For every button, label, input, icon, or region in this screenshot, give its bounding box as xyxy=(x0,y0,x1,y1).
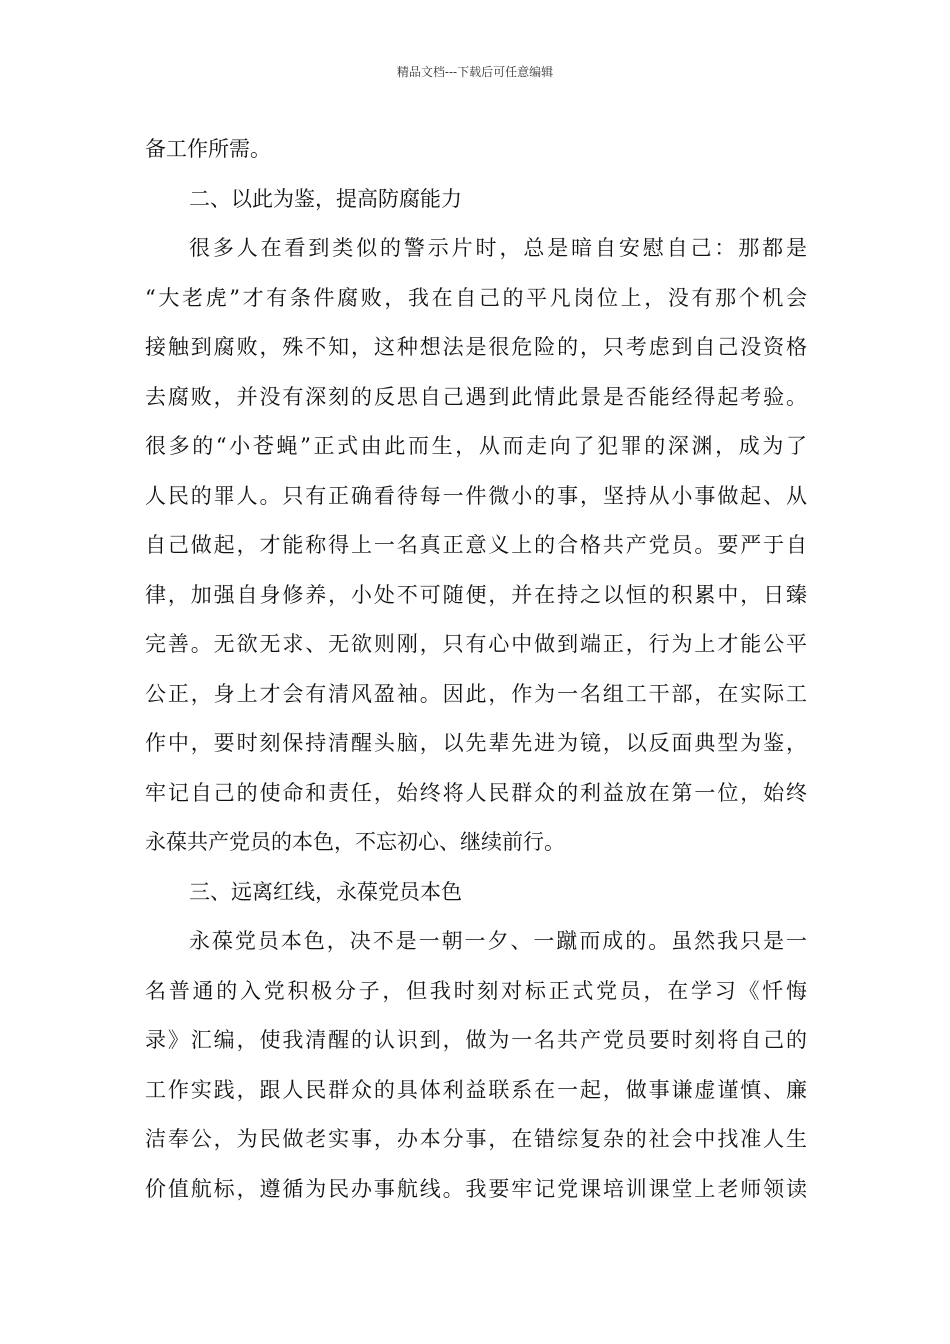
paragraph-line: 洁奉公，为民做老实事，办本分事，在错综复杂的社会中找准人生 xyxy=(145,1127,807,1151)
paragraph-line: 作中，要时刻保持清醒头脑，以先辈先进为镜，以反面典型为鉴， xyxy=(145,731,807,755)
paragraph-line: 接触到腐败，殊不知，这种想法是很危险的，只考虑到自己没资格 xyxy=(145,335,807,359)
page-header: 精品文档---下载后可任意编辑 xyxy=(396,65,554,79)
paragraph-line: 人民的罪人。只有正确看待每一件微小的事，坚持从小事做起、从 xyxy=(145,483,807,508)
paragraph-line: 自己做起，才能称得上一名真正意义上的合格共产党员。要严于自 xyxy=(145,533,807,557)
section-heading: 二、以此为鉴，提高防腐能力 xyxy=(189,186,462,211)
paragraph-line: 永葆共产党员的本色，不忘初心、继续前行。 xyxy=(145,830,565,854)
section-heading: 三、远离红线，永葆党员本色 xyxy=(189,879,462,904)
paragraph-line: 完善。无欲无求、无欲则刚，只有心中做到端正，行为上才能公平 xyxy=(145,632,807,656)
paragraph-line: 去腐败，并没有深刻的反思自己遇到此情此景是否能经得起考验。 xyxy=(145,384,807,409)
paragraph-line: 很多的“小苍蝇”正式由此而生，从而走向了犯罪的深渊，成为了 xyxy=(145,434,807,458)
paragraph-line: 备工作所需。 xyxy=(145,137,271,161)
paragraph-line: 录》汇编，使我清醒的认识到，做为一名共产党员要时刻将自己的 xyxy=(145,1028,807,1052)
document-body xyxy=(145,131,807,1220)
paragraph-line: 很多人在看到类似的警示片时，总是暗自安慰自己：那都是 xyxy=(189,236,807,260)
paragraph-line: 工作实践，跟人民群众的具体利益联系在一起，做事谦虚谨慎、廉 xyxy=(145,1077,807,1102)
paragraph-line: 律，加强自身修养，小处不可随便，并在持之以恒的积累中，日臻 xyxy=(145,582,807,607)
paragraph-line: 牢记自己的使命和责任，始终将人民群众的利益放在第一位，始终 xyxy=(145,780,807,805)
paragraph-line: 价值航标，遵循为民办事航线。我要牢记党课培训课堂上老师领读 xyxy=(145,1176,807,1201)
paragraph-line: 永葆党员本色，决不是一朝一夕、一蹴而成的。虽然我只是一 xyxy=(189,929,807,953)
paragraph-line: 名普通的入党积极分子，但我时刻对标正式党员，在学习《忏悔 xyxy=(145,978,807,1003)
paragraph-line: “大老虎”才有条件腐败，我在自己的平凡岗位上，没有那个机会 xyxy=(145,285,807,310)
paragraph-line: 公正，身上才会有清风盈袖。因此，作为一名组工干部，在实际工 xyxy=(145,681,807,706)
